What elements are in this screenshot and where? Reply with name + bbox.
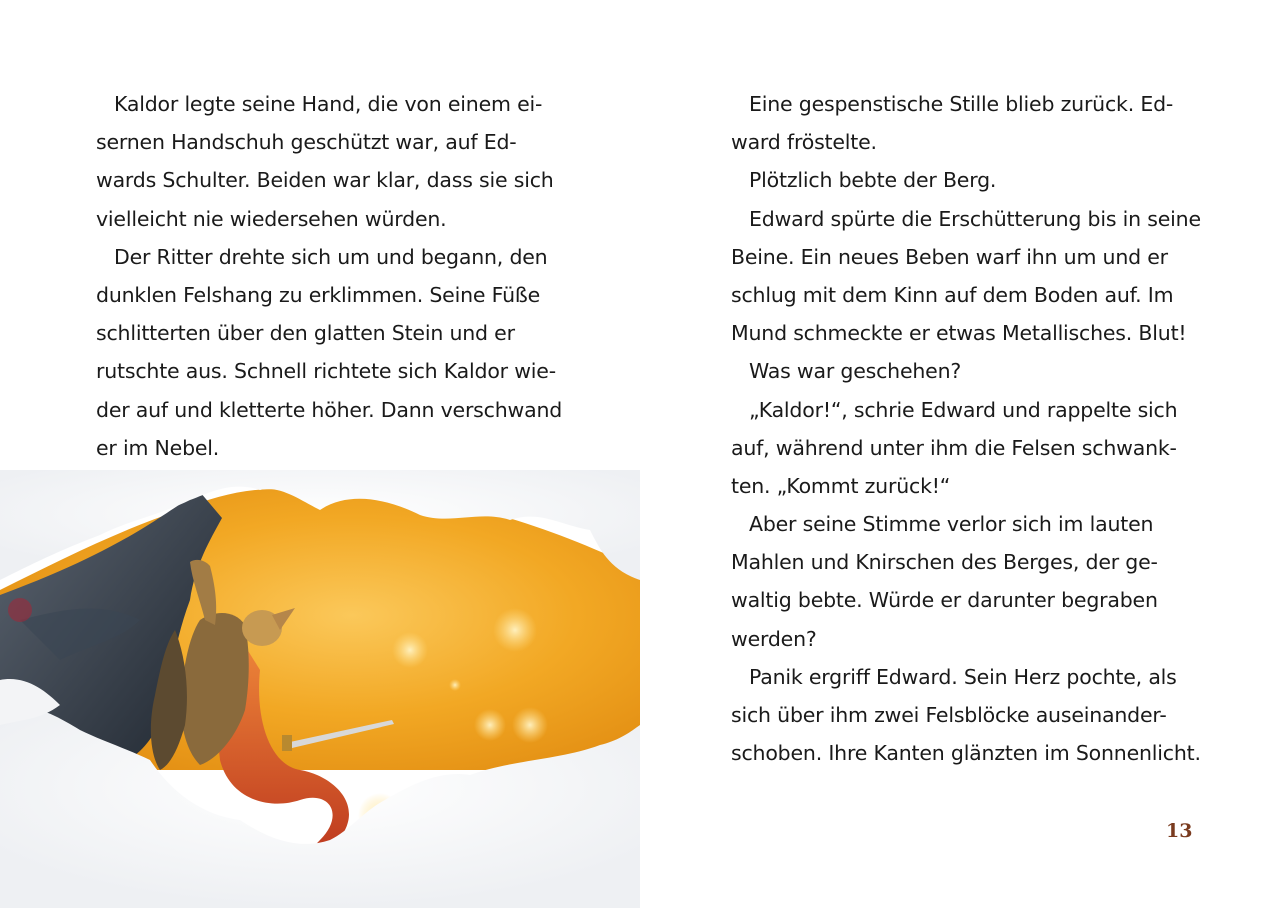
text-line: ten. „Kommt zurück!“ — [731, 473, 951, 498]
left-page-text — [96, 85, 566, 467]
text-line: Aber seine Stimme verlor sich im lauten — [749, 512, 1154, 537]
text-line: Beine. Ein neues Beben warf ihn um und er — [731, 244, 1168, 269]
text-line: Der Ritter drehte sich um und begann, den — [114, 244, 548, 269]
knight-illustration — [0, 470, 640, 908]
text-line: „Kaldor!“, schrie Edward und rappelte sich — [749, 397, 1178, 422]
text-line: schoben. Ihre Kanten glänzten im Sonnenlicht. — [731, 741, 1201, 766]
text-line: Was war geschehen? — [749, 359, 962, 384]
text-line: schlug mit dem Kinn auf dem Boden auf. Im — [731, 282, 1174, 307]
text-line: Eine gespenstische Stille blieb zurück. Ed- — [749, 92, 1174, 116]
text-line: rutschte aus. Schnell richtete sich Kaldor wie- — [96, 359, 556, 384]
text-line: Mund schmeckte er etwas Metallisches. Blut! — [731, 321, 1187, 346]
knight-climbing-illustration-icon — [0, 470, 640, 908]
text-line: wards Schulter. Beiden war klar, dass sie sich — [96, 168, 554, 193]
text-line: dunklen Felshang zu erklimmen. Seine Füße — [96, 282, 541, 307]
text-line: er im Nebel. — [96, 435, 220, 460]
text-line: Panik ergriff Edward. Sein Herz pochte, als — [749, 664, 1177, 689]
text-line: Edward spürte die Erschütterung bis in seine — [749, 206, 1201, 231]
right-page — [640, 0, 1280, 908]
text-line: werden? — [731, 626, 817, 651]
text-line: auf, während unter ihm die Felsen schwank- — [731, 435, 1177, 460]
right-page-text — [731, 85, 1201, 772]
text-line: Mahlen und Knirschen des Berges, der ge- — [731, 550, 1158, 575]
text-line: sernen Handschuh geschützt war, auf Ed- — [96, 130, 517, 155]
text-line: ward fröstelte. — [731, 130, 877, 155]
text-line: waltig bebte. Würde er darunter begraben — [731, 588, 1158, 613]
page-number: 13 — [1166, 820, 1193, 842]
text-line: schlitterten über den glatten Stein und er — [96, 321, 515, 346]
text-line: Plötzlich bebte der Berg. — [749, 168, 997, 193]
text-line: der auf und kletterte höher. Dann verschwand — [96, 397, 563, 422]
text-line: Kaldor legte seine Hand, die von einem ei- — [114, 92, 543, 116]
text-line: vielleicht nie wiedersehen würden. — [96, 206, 447, 231]
text-line: sich über ihm zwei Felsblöcke auseinander- — [731, 703, 1167, 727]
